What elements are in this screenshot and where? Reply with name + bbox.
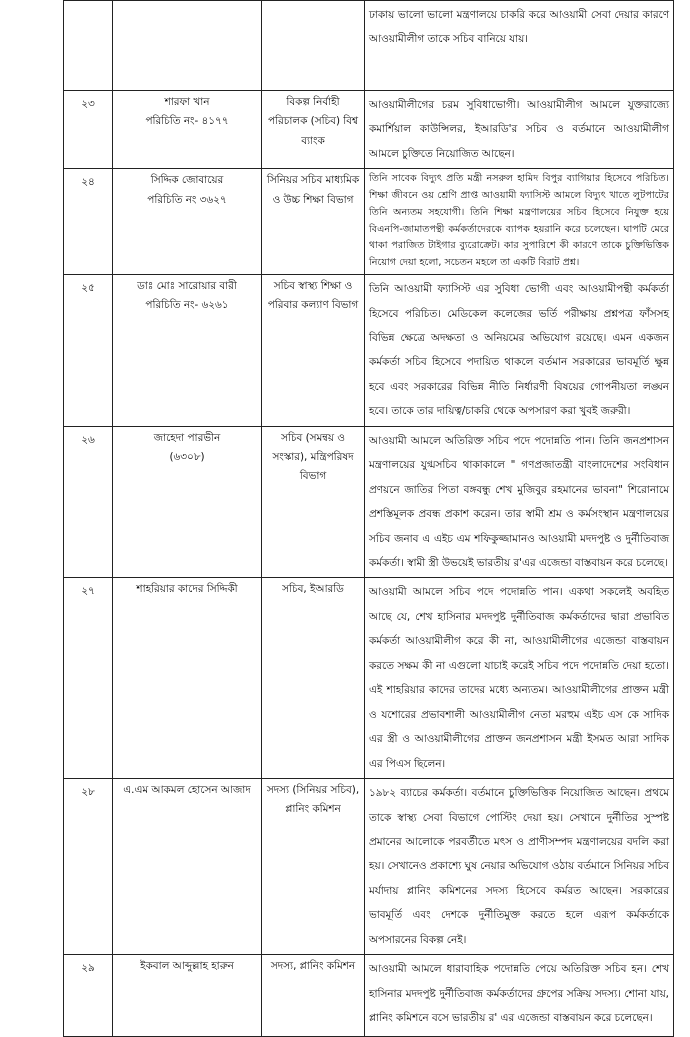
table-row (64, 779, 674, 955)
table-row (64, 91, 674, 169)
name-cell (113, 91, 262, 169)
official-id: (৬৩০৮) (169, 451, 205, 464)
official-name: শাহরিয়ার কাদের সিদ্দিকী (136, 583, 238, 596)
name-cell (113, 779, 262, 955)
document-page (63, 0, 669, 1025)
serial-cell: ২৮ (64, 779, 113, 955)
comment-cell: আওয়ামী আমলে সচিব পদে পদোন্নতি পান। একথা সকলেই অবহিত আছে যে, শেখ হাসিনার মদদপুষ্ট দুর্নীতিবাজ কর্মকর্তাদের দ্বারা প্রভাবিত কর্মকর্তা আওয়ামীলীগ করে কী না, আওয়ামীলীগের এজেন্ডা বাস্তবায়ন করতে সক্ষম কী না এগুলো যাচাই করেই সচিব পদে পদোন্নতি দেয়া হতো। এই শাহরিয়ার কাদের তাদের মধ্যে অন্যতম। আওয়ামীলীগের প্রাক্তন মন্ত্রী ও যশোরের প্রভাবশালী আওয়ামীলীগ নেতা মরহুম এইচ এস কে সাদিক এর স্ত্রী ও আওয়ামীলীগের প্রাক্তন জনপ্রশাসন মন্ত্রী ইসমত আরা সাদিক এর পিএস ছিলেন। (365, 578, 674, 779)
comment-cell: ১৯৮২ ব্যাচের কর্মকর্তা। বর্তমানে চুক্তিভিত্তিক নিয়োজিত আছেন। প্রথমে তাকে স্বাস্থ্য সেবা বিভাগে পোস্টিং দেয়া হয়। সেখানে দুর্নীতির সুস্পষ্ট প্রমানের আলোকে পরবর্তীতে মৎস ও প্রাণীসম্পদ মন্ত্রণালয়ের বদলি করা হয়। সেখানেও প্রকাশ্যে ঘুষ নেয়ার অভিযোগ ওঠায় বর্তমানে সিনিয়র সচিব মর্যাদায় প্লানিং কমিশনের সদস্য হিসেবে কর্মরত আছেন। সরকারের ভাবমূর্তি এবং দেশকে দুর্নীতিমুক্ত করতে হলে এরূপ কর্মকর্তাকে অপসারনের বিকল্প নেই। (365, 779, 674, 955)
official-name: ডাঃ মোঃ সারোয়ার বারী (137, 280, 237, 293)
name-cell (113, 1, 262, 91)
table-row (64, 955, 674, 1037)
official-name: শারফা খান (164, 96, 210, 108)
serial-cell: ২৭ (64, 578, 113, 779)
table-row (64, 1, 674, 91)
post-cell (262, 1, 365, 91)
serial-cell: ২৩ (64, 91, 113, 169)
post-cell: সচিব স্বাস্থ্য শিক্ষা ও পরিবার কল্যাণ বিভাগ (262, 275, 365, 427)
comment-cell: ঢাকায় ভালো ভালো মন্ত্রণালয়ে চাকরি করে আওয়ামী সেবা দেয়ার কারণে আওয়ামীলীগ তাকে সচিব বানিয়ে যায়। (365, 1, 674, 91)
post-cell: সদস্য (সিনিয়র সচিব), প্লানিং কমিশন (262, 779, 365, 955)
serial-cell (64, 1, 113, 91)
official-name: সিদ্দিক জোবায়ের (150, 174, 224, 187)
post-cell: সচিব (সমন্বয় ও সংস্কার), মন্ত্রিপরিষদ বিভাগ (262, 426, 365, 578)
serial-cell: ২৬ (64, 426, 113, 578)
table-row (64, 275, 674, 427)
comment-cell: তিনি সাবেক বিদ্যুৎ প্রতি মন্ত্রী নসরুল হামিদ বিপুর ব্যাগিয়ার হিসেবে পরিচিত। শিক্ষা জীবনে ওয় শ্রেণি প্রাপ্ত আওয়ামী ফ্যাসিস্ট আমলে বিদ্যুৎ খাতে লুটপাটের তিনি অন্যতম সহযোগী। তিনি শিক্ষা মন্ত্রণালয়ের সচিব হিসেবে নিযুক্ত হয়ে বিএনপি-জামাতপন্থী কর্মকর্তাদেরকে ব্যাপক হয়রানি করে চলেছেন। ঘাপটি মেরে থাকা পরাজিত টাইগার ব্যুরোক্রেট। কার সুপারিশে কী কারণে তাকে চুক্তিভিত্তিক নিয়োগ দেয়া হলো, সচেতন মহলে তা একটি বিরাট প্রশ্ন। (365, 169, 674, 275)
comment-cell: আওয়ামীলীগের চরম সুবিধাভোগী। আওয়ামীলীগ আমলে যুক্তরাজ্যে কমার্শিয়াল কাউন্সিলর, ইআরডি'র সচিব ও বর্তমানে আওয়ামীলীগ আমলে চুক্তিতে নিয়োজিত আছেন। (365, 91, 674, 169)
comment-cell: আওয়ামী আমলে ধারাবাহিক পদোন্নতি পেয়ে অতিরিক্ত সচিব হন। শেখ হাসিনার মদদপুষ্ট দুর্নীতিবাজ কর্মকর্তাদের গ্রুপের সক্রিয় সদস্য। শোনা যায়, প্লানিং কমিশনে বসে ভারতীয় র' এর এজেন্ডা বাস্তবায়ন করে চলেছেন। (365, 955, 674, 1037)
name-cell (113, 578, 262, 779)
post-cell: বিকল্প নির্বাহী পরিচালক (সচিব) বিশ্ব ব্যাংক (262, 91, 365, 169)
official-name: ইকবাল আব্দুল্লাহ হারুন (140, 960, 234, 973)
serial-cell: ২৯ (64, 955, 113, 1037)
table-row (64, 426, 674, 578)
name-cell (113, 169, 262, 275)
table-row (64, 578, 674, 779)
official-id: পরিচিতি নং- ৬২৬১ (145, 299, 229, 312)
official-id: পরিচিতি নং- ৪১৭৭ (145, 115, 229, 128)
official-id: পরিচিতি নং ৩৬২৭ (147, 193, 227, 206)
comment-cell: তিনি আওয়ামী ফ্যাসিস্ট এর সুবিধা ভোগী এবং আওয়ামীপন্থী কর্মকর্তা হিসেবে পরিচিত। মেডিকেল কলেজের ভর্তি পরীক্ষায় প্রশ্নপত্র ফাঁসসহ বিভিন্ন ক্ষেত্রে অদক্ষতা ও অনিয়মের অভিযোগ রয়েছে। এমন একজন কর্মকর্তা সচিব হিসেবে পদায়িত থাকলে বর্তমান সরকারের ভাবমূর্তি ক্ষুন্ন হবে এবং সরকারের বিভিন্ন নীতি নির্ধারণী বিষয়ের গোপনীয়তা লঙ্ঘন হবে। তাকে তার দায়িত্ব/চাকরি থেকে অপসারণ করা খুবই জরুরী। (365, 275, 674, 427)
comment-cell: আওয়ামী আমলে অতিরিক্ত সচিব পদে পদোন্নতি পান। তিনি জনপ্রশাসন মন্ত্রণালয়ের যুগ্মসচিব থাকাকালে " গণপ্রজাতন্ত্রী বাংলাদেশের সংবিধান প্রণয়নে জাতির পিতা বঙ্গবন্ধু শেখ মুজিবুর রহমানের ভাবনা" শিরোনামে প্রশস্তিমূলক প্রবন্ধ প্রকাশ করেন। তার স্বামী শ্রম ও কর্মসংস্থান মন্ত্রণালয়ের সচিব জনাব এ এইচ এম শফিকুজ্জামানও আওয়ামী মদদপুষ্ট ও দুর্নীতিবাজ কর্মকর্তা। স্বামী স্ত্রী উভয়েই ভারতীয় র'এর এজেন্ডা বাস্তবায়ন করে চলেছে। (365, 426, 674, 578)
post-cell: সচিব, ইআরডি (262, 578, 365, 779)
post-cell: সদস্য, প্লানিং কমিশন (262, 955, 365, 1037)
name-cell (113, 426, 262, 578)
officials-table (63, 0, 674, 1037)
post-cell: সিনিয়র সচিব মাধ্যমিক ও উচ্চ শিক্ষা বিভাগ (262, 169, 365, 275)
official-name: এ.এম আকমল হোসেন আজাদ (123, 784, 251, 797)
table-row (64, 169, 674, 275)
name-cell (113, 275, 262, 427)
official-name: জাহেদা পারভীন (153, 431, 221, 444)
serial-cell: ২৫ (64, 275, 113, 427)
serial-cell: ২৪ (64, 169, 113, 275)
name-cell (113, 955, 262, 1037)
